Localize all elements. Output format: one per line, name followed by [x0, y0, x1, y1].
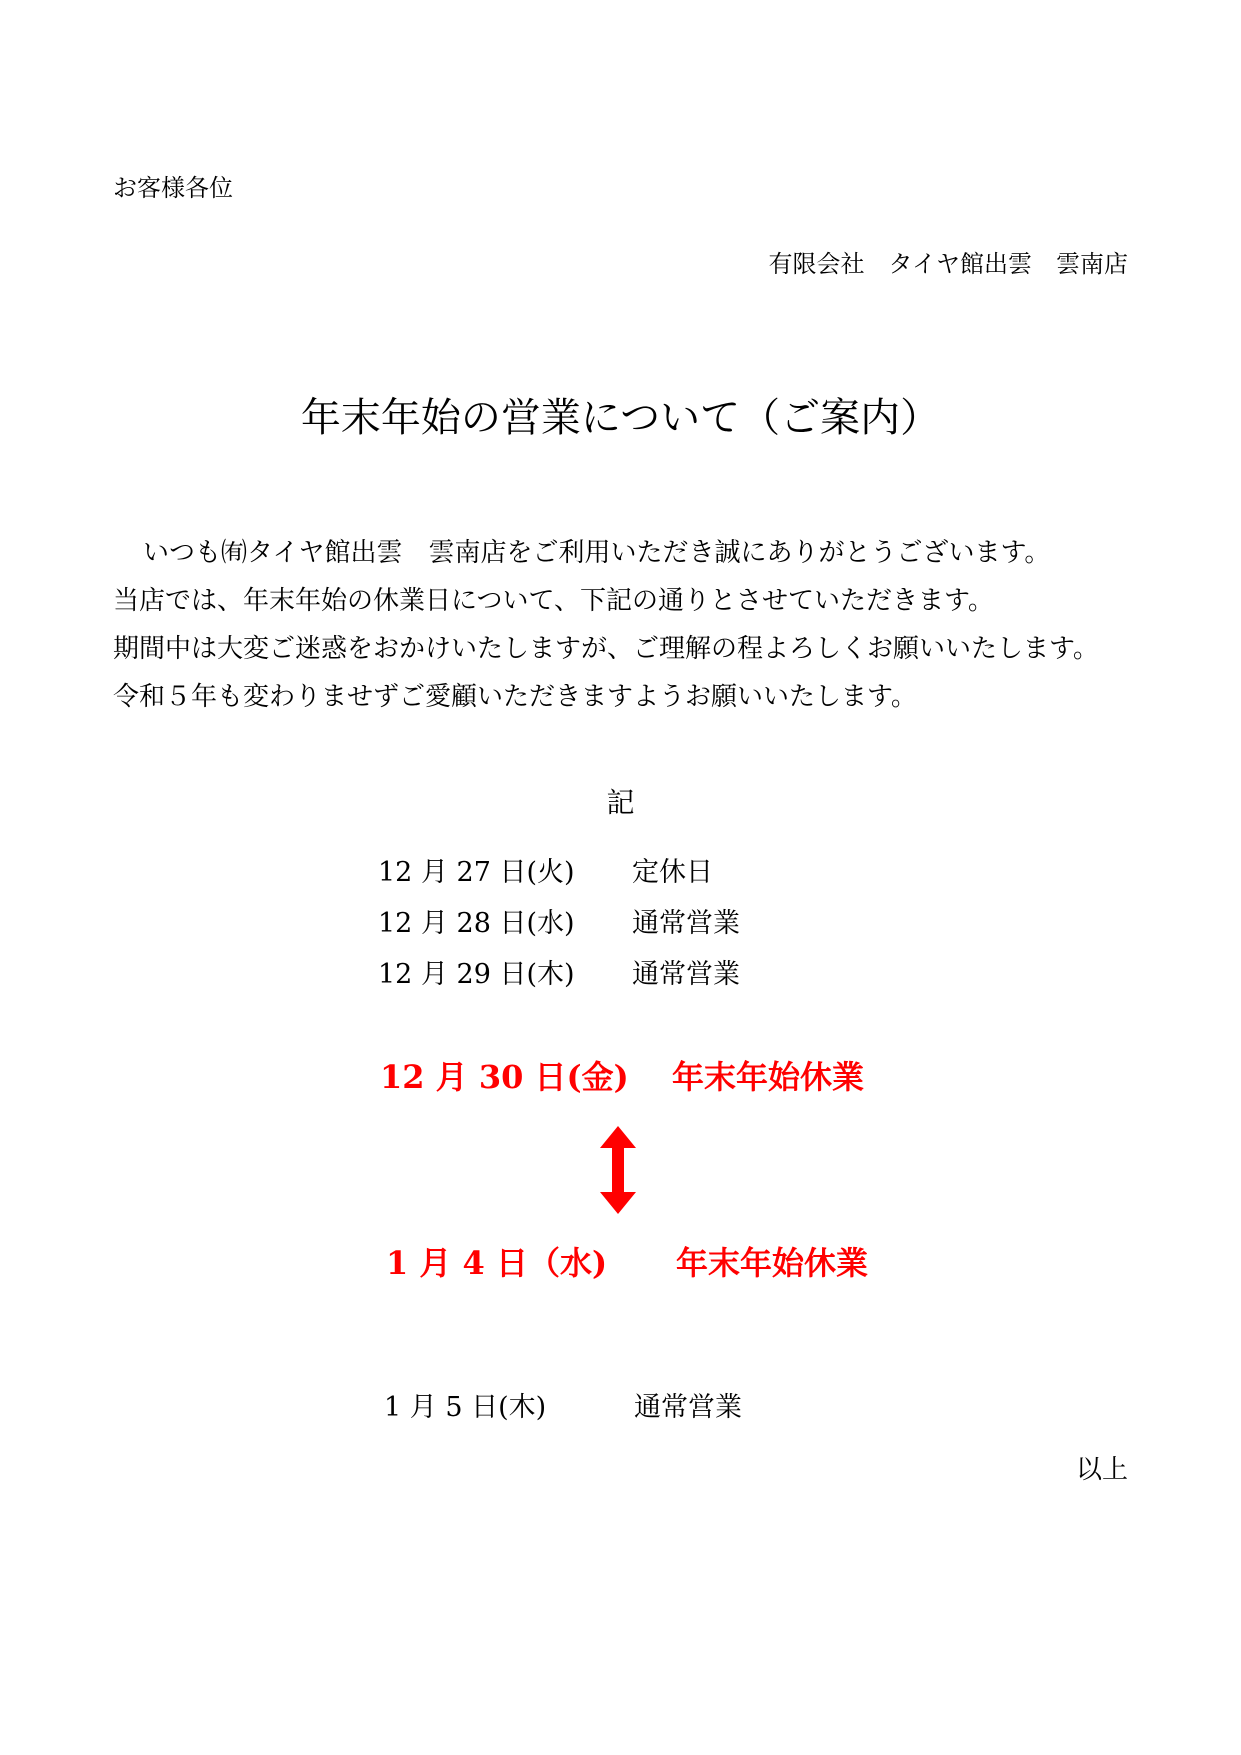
- holiday-start-status: 年末年始休業: [672, 1058, 865, 1096]
- schedule-date: 12 月 29 日(木): [378, 959, 575, 990]
- schedule-date: 12 月 27 日(火): [378, 857, 575, 888]
- page-title: 年末年始の営業について（ご案内）: [300, 395, 941, 441]
- holiday-start-date: 12 月 30 日(金): [380, 1058, 629, 1096]
- holiday-end-status: 年末年始休業: [676, 1244, 869, 1282]
- resume-date: 1 月 5 日(木): [384, 1392, 547, 1423]
- schedule-date: 12 月 28 日(水): [378, 908, 575, 939]
- sender-name: 有限会社 タイヤ館出雲 雲南店: [768, 250, 1128, 278]
- schedule-status: 通常営業: [632, 908, 740, 939]
- ki-heading: 記: [606, 786, 635, 819]
- body-paragraph-line: 令和５年も変わりませずご愛顧いただきますようお願いいたします。: [113, 682, 917, 712]
- salutation: お客様各位: [113, 174, 233, 202]
- body-paragraph-line: いつも㈲タイヤ館出雲 雲南店をご利用いただき誠にありがとうございます。: [143, 538, 1051, 568]
- resume-status: 通常営業: [634, 1392, 742, 1423]
- closing-ijou: 以上: [1075, 1455, 1128, 1485]
- schedule-status: 通常営業: [632, 959, 740, 990]
- double-vertical-arrow-icon: [600, 1126, 636, 1214]
- body-paragraph-line: 期間中は大変ご迷惑をおかけいたしますが、ご理解の程よろしくお願いいたします。: [113, 634, 1099, 664]
- body-paragraph-line: 当店では、年末年始の休業日について、下記の通りとさせていただきます。: [113, 586, 994, 616]
- holiday-end-date: 1 月 4 日（水): [386, 1244, 608, 1282]
- schedule-status: 定休日: [632, 857, 713, 888]
